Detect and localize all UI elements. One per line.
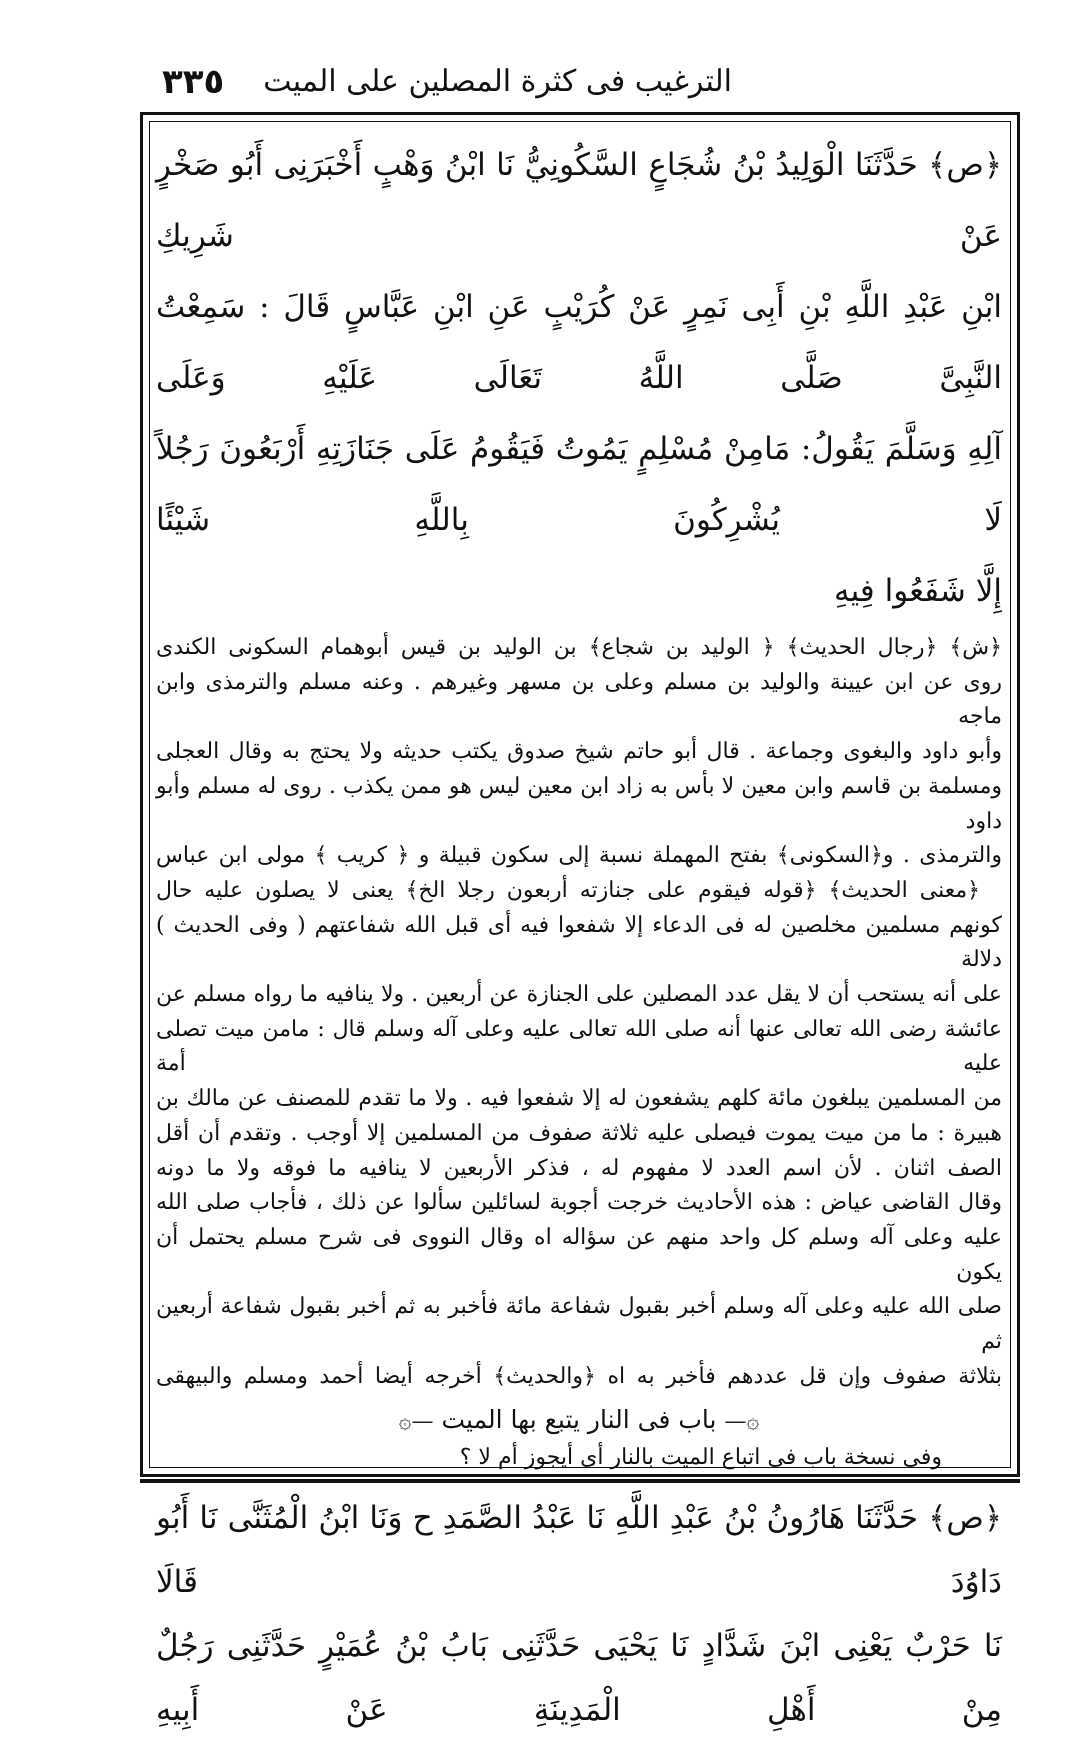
hadith-1-line: إِلَّا شَفَعُوا فِيهِ	[833, 573, 1002, 609]
variant-note: وفى نسخة باب فى اتباع الميت بالنار أى أيجوز أم لا ؟	[459, 1445, 942, 1471]
frame-bottom-rule	[140, 1479, 1020, 1483]
ornament-icon: ۞—	[724, 1409, 760, 1435]
page-content	[156, 130, 1002, 1729]
commentary-line: عليه وعلى آله وسلم كل واحد منهم عن سؤاله اه وقال النووى فى شرح مسلم يحتمل أن يكون	[156, 1224, 1002, 1285]
running-title: الترغيب فى كثرة المصلين على الميت	[263, 64, 732, 99]
commentary-line: روى عن ابن عيينة والوليد بن مسلم وعلى بن مسهر وغيرهم . وعنه مسلم والترمذى وابن ماجه	[156, 669, 1002, 730]
commentary-line: وأبو داود والبغوى وجماعة . قال أبو حاتم شيخ صدوق يكتب حديثه ولا يحتج به وقال العجلى	[156, 739, 1002, 765]
commentary-line: صلى الله عليه وعلى آله وسلم أخبر بقبول شفاعة مائة فأخبر به ثم أخبر بقبول شفاعة أربعين ثم	[156, 1294, 1002, 1355]
commentary-line: هبيرة : ما من ميت يموت فيصلى عليه ثلاثة صفوف من المسلمين إلا أوجب . وتقدم أن أقل	[156, 1120, 1002, 1146]
commentary-line: ﴿معنى الحديث﴾ ﴿قوله فيقوم على جنازته أربعون رجلا الخ﴾ يعنى لا يصلون عليه حال	[156, 877, 980, 903]
hadith-1-line: ﴿ص﴾ حَدَّثَنَا الْوَلِيدُ بْنُ شُجَاعٍ السَّكُونِيُّ نَا ابْنُ وَهْبٍ أَخْبَرَنِى أَبُو صَخْرٍ عَنْ شَرِيكِ	[156, 147, 1002, 254]
page-header	[140, 60, 1032, 110]
commentary-line: من المسلمين يبلغون مائة كلهم يشفعون له إلا شفعوا فيه . ولا ما تقدم للمصنف عن مالك بن	[156, 1086, 1002, 1112]
page-number: ٣٣٥	[162, 62, 225, 102]
chapter-heading	[156, 1402, 1002, 1440]
commentary-line: بثلاثة صفوف وإن قل عددهم فأخبر به اه ﴿والحديث﴾ أخرجه أيضا أحمد ومسلم والبيهقى	[156, 1363, 1002, 1389]
commentary-line: عائشة رضى الله تعالى عنها أنه صلى الله تعالى عليه وعلى آله وسلم قال : مامن ميت تصلى عليه أمة	[156, 1016, 1002, 1077]
hadith-text-2	[156, 1486, 1002, 1742]
commentary-line: ﴿ش﴾ ﴿رجال الحديث﴾ ﴿ الوليد بن شجاع﴾ بن الوليد بن قيس أبوهمام السكونى الكندى	[156, 635, 1002, 660]
ornament-icon: —۞	[398, 1409, 434, 1435]
commentary	[156, 631, 1002, 1394]
commentary-line: كونهم مسلمين مخلصين له فى الدعاء إلا شفعوا فيه أى قبل الله شفاعتهم ( وفى الحديث ) دلالة	[156, 912, 1002, 973]
hadith-2-line: نَا حَرْبٌ يَعْنِى ابْنَ شَدَّادٍ نَا يَحْيَى حَدَّثَنِى بَابُ بْنُ عُمَيْرٍ حَدَّثَنِى رَجُلٌ مِنْ أَهْلِ الْمَدِينَةِ عَنْ أَبِيهِ	[156, 1628, 1002, 1729]
hadith-1-line: ابْنِ عَبْدِ اللَّهِ بْنِ أَبِى نَمِرٍ عَنْ كُرَيْبٍ عَنِ ابْنِ عَبَّاسٍ قَالَ : سَمِعْتُ النَّبِىَّ صَلَّى اللَّهُ تَعَالَى عَلَيْهِ وَعَلَى	[156, 289, 1002, 396]
commentary-line: الصف اثنان . لأن اسم العدد لا مفهوم له ، فذكر الأربعين لا ينافيه ما فوقه ولا ما دونه	[156, 1155, 1002, 1181]
commentary-line: وقال القاضى عياض : هذه الأحاديث خرجت أجوبة لسائلين سألوا عن ذلك ، فأجاب صلى الله	[156, 1190, 1002, 1216]
chapter-title: باب فى النار يتبع بها الميت	[441, 1405, 717, 1435]
commentary-line: على أنه يستحب أن لا يقل عدد المصلين على الجنازة عن أربعين . ولا ينافيه ما رواه مسلم عن	[156, 982, 1002, 1008]
commentary-line: ومسلمة بن قاسم وابن معين لا بأس به زاد ابن معين ليس هو ممن يكذب . روى له مسلم وأبو داود	[156, 773, 1002, 834]
hadith-2-line: ﴿ص﴾ حَدَّثَنَا هَارُونُ بْنُ عَبْدِ اللَّهِ نَا عَبْدُ الصَّمَدِ ح وَنَا ابْنُ الْمُثَنَّى نَا أَبُو دَاوُدَ قَالَا	[156, 1500, 1002, 1601]
hadith-text-1	[156, 130, 1002, 627]
hadith-1-line: آلِهِ وَسَلَّمَ يَقُولُ: مَامِنْ مُسْلِمٍ يَمُوتُ فَيَقُومُ عَلَى جَنَازَتِهِ أَرْبَعُونَ رَجُلاً لَا يُشْرِكُونَ بِاللَّهِ شَيْئًا	[156, 431, 1002, 538]
commentary-line: والترمذى . و﴿السكونى﴾ بفتح المهملة نسبة إلى سكون قبيلة و ﴿ كريب ﴾ مولى ابن عباس	[156, 843, 1002, 869]
